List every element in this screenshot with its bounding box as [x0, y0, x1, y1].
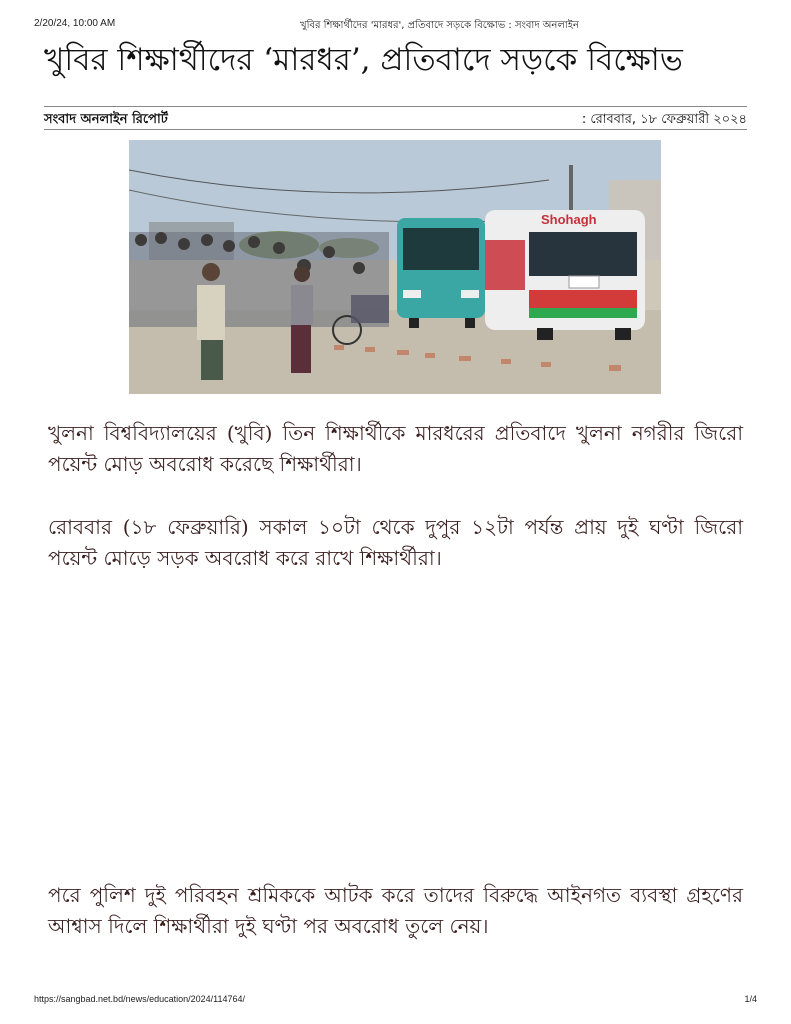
bus-label: Shohagh: [541, 212, 597, 227]
print-url[interactable]: https://sangbad.net.bd/news/education/2024/114764/: [34, 994, 245, 1004]
byline-bar: [44, 106, 747, 130]
article-paragraph: রোববার (১৮ ফেব্রুয়ারি) সকাল ১০টা থেকে দুপুর ১২টা পর্যন্ত প্রায় দুই ঘণ্টা জিরো পয়েন্ট মোড়ে সড়ক অবরোধ করে রাখে শিক্ষার্থীরা।: [48, 515, 743, 570]
byline: সংবাদ অনলাইন রিপোর্ট: [44, 112, 168, 127]
print-page-title: খুবির শিক্ষার্থীদের 'মারধর', প্রতিবাদে সড়কে বিক্ষোভ : সংবাদ অনলাইন: [300, 20, 579, 31]
article-headline: খুবির শিক্ষার্থীদের ‘মারধর’, প্রতিবাদে সড়কে বিক্ষোভ: [44, 42, 683, 78]
article-paragraph: পরে পুলিশ দুই পরিবহন শ্রমিককে আটক করে তাদের বিরুদ্ধে আইনগত ব্যবস্থা গ্রহণের আশ্বাস দিলে শিক্ষার্থীরা দুই ঘণ্টা পর অবরোধ তুলে নেয়।: [48, 883, 743, 938]
article-paragraph: খুলনা বিশ্ববিদ্যালয়ের (খুবি) তিন শিক্ষার্থীকে মারধরের প্রতিবাদে খুলনা নগরীর জিরো পয়েন্ট মোড় অবরোধ করেছে শিক্ষার্থীরা।: [48, 421, 743, 476]
article-photo: [129, 140, 661, 394]
print-datetime: 2/20/24, 10:00 AM: [34, 18, 116, 29]
page-number: 1/4: [744, 994, 757, 1004]
publish-date: : রোববার, ১৮ ফেব্রুয়ারী ২০২৪: [581, 112, 747, 127]
